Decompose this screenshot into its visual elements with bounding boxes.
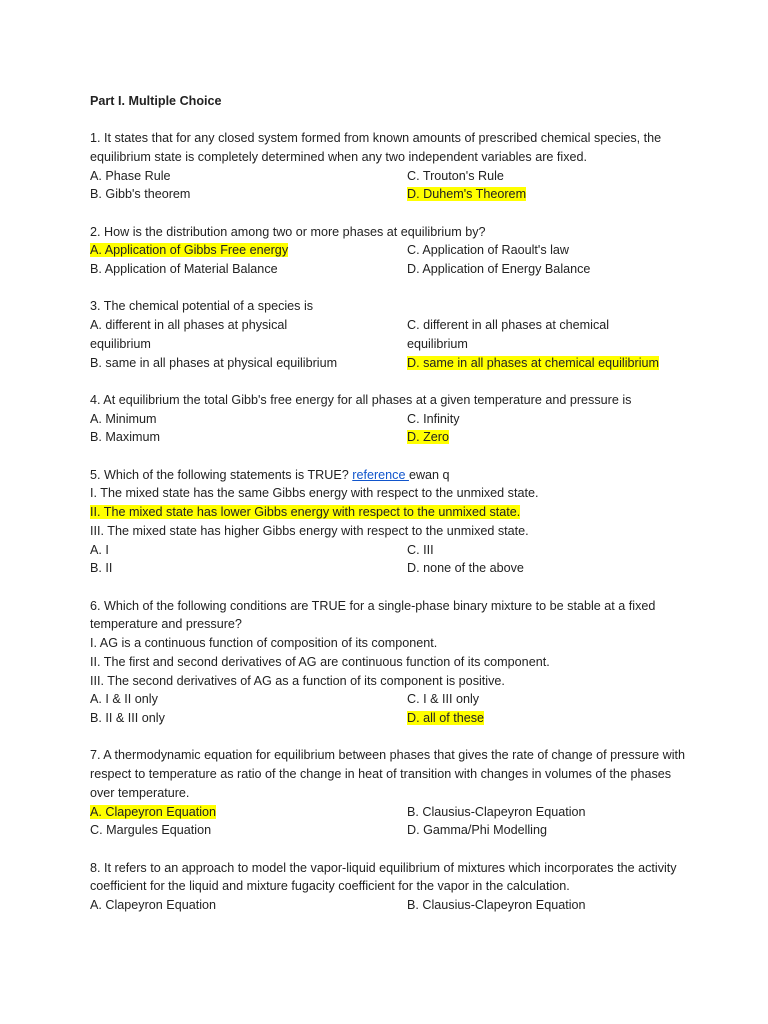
choice-d-highlighted: D. same in all phases at chemical equilibrium xyxy=(407,355,659,370)
choice-a-highlighted: A. Clapeyron Equation xyxy=(90,804,217,819)
question-stem: 8. It refers to an approach to model the vapor-liquid equilibrium of mixtures which incorporates the activity coefficient for the liquid and mixture fugacity coefficient for the vapor in the calculation. xyxy=(90,860,677,894)
statement-2: II. The first and second derivatives of AG are continuous function of its component. xyxy=(90,654,550,669)
choice-d: D. Gamma/Phi Modelling xyxy=(407,823,547,838)
question-stem: 1. It states that for any closed system formed from known amounts of prescribed chemical species, the equilibrium state is completely determined when any two independent variables are fixed. xyxy=(90,131,662,164)
choice-c: C. Infinity xyxy=(407,411,460,426)
question-stem: 6. Which of the following conditions are TRUE for a single-phase binary mixture to be stable at a fixed temperature and pressure? xyxy=(90,598,656,632)
choice-d-highlighted: D. Duhem's Theorem xyxy=(407,187,527,202)
question-7 xyxy=(90,746,690,840)
question-stem: 7. A thermodynamic equation for equilibrium between phases that gives the rate of change of pressure with respect to temperature as ratio of the change in heat of transition with changes in volumes of the phases over temperature. xyxy=(90,748,686,800)
choice-b: B. II & III only xyxy=(90,711,165,725)
stem-trailing-text: ewan q xyxy=(408,467,450,482)
choice-d-highlighted: D. Zero xyxy=(407,430,449,445)
choice-a: A. I xyxy=(90,542,109,557)
choice-b: B. Clausius-Clapeyron Equation xyxy=(407,804,586,819)
statement-3: III. The second derivatives of AG as a function of its component is positive. xyxy=(90,673,505,688)
question-8 xyxy=(90,859,690,915)
choice-c: C. different in all phases at chemical equilibrium xyxy=(407,318,610,351)
question-stem-line xyxy=(90,466,690,485)
question-stem: 3. The chemical potential of a species is xyxy=(90,299,314,314)
choice-b: B. Gibb's theorem xyxy=(90,187,191,202)
choice-a: A. Phase Rule xyxy=(90,168,171,183)
question-4 xyxy=(90,391,690,447)
choice-c: C. Trouton's Rule xyxy=(407,168,504,183)
question-5 xyxy=(90,466,690,579)
choice-a-highlighted: A. Application of Gibbs Free energy xyxy=(90,243,289,258)
choice-b: B. Application of Material Balance xyxy=(90,262,278,276)
choice-a: A. Minimum xyxy=(90,411,157,426)
statement-2-highlighted: II. The mixed state has lower Gibbs energy with respect to the unmixed state. xyxy=(90,505,521,519)
choice-b: B. same in all phases at physical equilibrium xyxy=(90,355,338,370)
question-stem: 5. Which of the following statements is TRUE? xyxy=(90,467,349,482)
choice-d-highlighted: D. all of these xyxy=(407,711,485,725)
question-3 xyxy=(90,297,690,372)
choice-a: A. Clapeyron Equation xyxy=(90,898,217,912)
choice-c: C. Margules Equation xyxy=(90,823,212,838)
choice-c: C. I & III only xyxy=(407,692,480,707)
question-stem: 4. At equilibrium the total Gibb's free energy for all phases at a given temperature and pressure is xyxy=(90,392,632,407)
question-6 xyxy=(90,597,690,728)
choice-c: C. III xyxy=(407,542,434,557)
section-title: Part I. Multiple Choice xyxy=(90,94,222,108)
statement-3: III. The mixed state has higher Gibbs energy with respect to the unmixed state. xyxy=(90,523,529,538)
statement-1: I. AG is a continuous function of composition of its component. xyxy=(90,636,438,650)
choice-c: C. Application of Raoult's law xyxy=(407,243,570,258)
choice-d: D. none of the above xyxy=(407,561,524,576)
choice-d: D. Application of Energy Balance xyxy=(407,262,591,276)
choice-b: B. Clausius-Clapeyron Equation xyxy=(407,898,586,912)
choice-b: B. Maximum xyxy=(90,430,160,445)
document-page xyxy=(90,92,690,933)
choice-b: B. II xyxy=(90,561,113,576)
question-stem: 2. How is the distribution among two or more phases at equilibrium by? xyxy=(90,224,486,239)
choice-a: A. I & II only xyxy=(90,692,158,707)
choice-a: A. different in all phases at physical equilibrium xyxy=(90,318,288,351)
question-2 xyxy=(90,223,690,279)
reference-link[interactable]: reference xyxy=(352,467,409,482)
question-1 xyxy=(90,129,690,204)
statement-1: I. The mixed state has the same Gibbs energy with respect to the unmixed state. xyxy=(90,486,539,501)
